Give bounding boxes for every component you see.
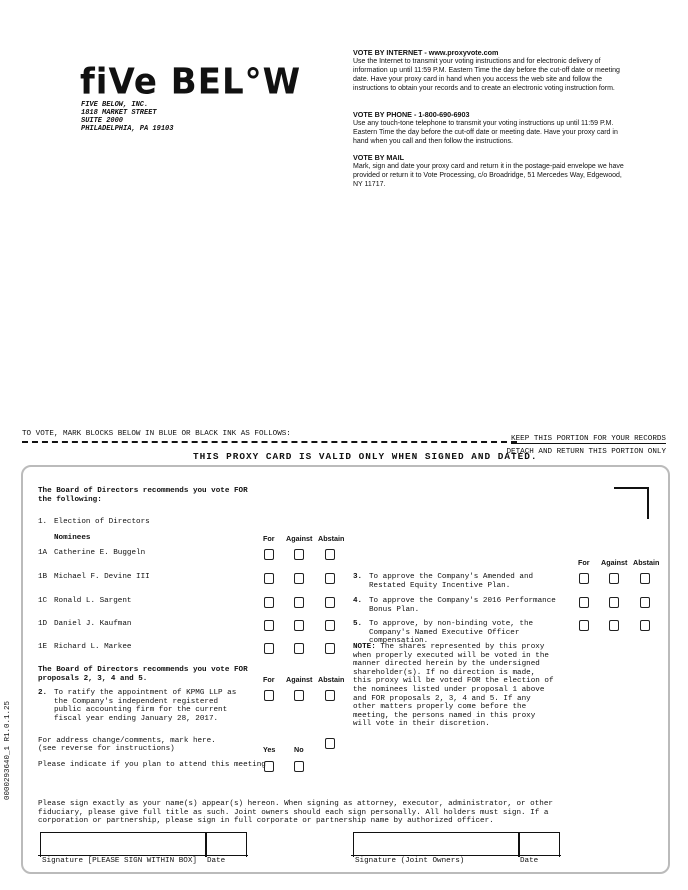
joint-date-label: Date — [520, 857, 539, 865]
col-abstain-header-right: Abstain — [633, 558, 660, 567]
nominee-name: Richard L. Markee — [54, 643, 132, 651]
proposal2-against-checkbox[interactable] — [294, 690, 304, 701]
date-box[interactable] — [206, 832, 247, 857]
joint-signature-label: Signature (Joint Owners) — [355, 857, 465, 865]
nominee-name: Michael F. Devine III — [54, 573, 150, 581]
board-recommendation-2: The Board of Directors recommends you vote FOR proposals 2, 3, 4 and 5. — [38, 666, 248, 683]
proposal5-text: To approve, by non-binding vote, the Company's Named Executive Officer compensation. — [369, 620, 534, 646]
vote-mail-body: Mark, sign and date your proxy card and return it in the postage-paid envelope we have provided or return it to Vote Processing, c/o Broadridge, 51 Mercedes Way, Edgewood, NY 11717. — [353, 163, 624, 188]
date-label: Date — [207, 857, 226, 865]
note-text: The shares represented by this proxy when properly executed will be voted in the manner directed herein by the undersigned shareholder(s). If no direction is made, this proxy will be voted FOR the election of the nominees listed under proposal 1 above and FOR proposals 2, 3, 4 and 5. If any other matters properly come before the meeting, the persons named in this proxy will vote in their discretion. — [353, 643, 554, 729]
col-for-header-right: For — [578, 558, 590, 567]
col-against-header-right: Against — [601, 558, 628, 567]
side-code: 0000293640_1 R1.0.1.25 — [4, 700, 12, 800]
nominee-1c-against-checkbox[interactable] — [294, 597, 304, 608]
nominee-1d-for-checkbox[interactable] — [264, 620, 274, 631]
col-for-header: For — [263, 675, 275, 684]
vote-internet-body: Use the Internet to transmit your voting instructions and for electronic delivery of information up until 11:59 P.M. Eastern Time the day before the cut-off date or meeting date. Have your proxy card in hand when you access the web site and follow the instructions to obtain your records and to create an electronic voting instruction form. — [353, 58, 620, 92]
nominees-header: Nominees — [54, 534, 91, 542]
detach-dashed-line — [22, 441, 517, 443]
company-address — [81, 101, 173, 133]
signature-label: Signature [PLEASE SIGN WITHIN BOX] — [42, 857, 197, 865]
proposal4-against-checkbox[interactable] — [609, 597, 619, 608]
address-line: SUITE 2000 — [81, 117, 124, 125]
vote-internet-heading: VOTE BY INTERNET - www.proxyvote.com — [353, 48, 499, 57]
proposal3-for-checkbox[interactable] — [579, 573, 589, 584]
address-line: FIVE BELOW, INC. — [81, 101, 149, 109]
item1-label: Election of Directors — [54, 518, 150, 526]
nominee-1c-abstain-checkbox[interactable] — [325, 597, 335, 608]
nominee-1a-for-checkbox[interactable] — [264, 549, 274, 560]
address-change-subtext: (see reverse for instructions) — [38, 745, 175, 753]
address-line: PHILADELPHIA, PA 19103 — [81, 125, 174, 133]
joint-signature-box[interactable] — [353, 832, 519, 857]
nominee-1b-abstain-checkbox[interactable] — [325, 573, 335, 584]
board-recommendation-1: The Board of Directors recommends you vote FOR the following: — [38, 487, 248, 504]
proposal2-text: To ratify the appointment of KPMG LLP as the Company's independent registered public accounting firm for the current fiscal year ending January 28, 2017. — [54, 689, 237, 723]
proposal2-number: 2. — [38, 689, 48, 697]
proposal2-for-checkbox[interactable] — [264, 690, 274, 701]
attend-meeting-text: Please indicate if you plan to attend this meeting — [38, 761, 266, 769]
vote-phone-heading: VOTE BY PHONE - 1-800-690-6903 — [353, 110, 470, 119]
nominee-1a-abstain-checkbox[interactable] — [325, 549, 335, 560]
nominee-1b-against-checkbox[interactable] — [294, 573, 304, 584]
vote-by-phone — [353, 110, 625, 146]
nominee-1d-against-checkbox[interactable] — [294, 620, 304, 631]
nominee-1d-abstain-checkbox[interactable] — [325, 620, 335, 631]
signature-box[interactable] — [40, 832, 206, 857]
vote-phone-body: Use any touch-tone telephone to transmit your voting instructions up until 11:59 P.M. Eastern Time the day before the cut-off date or meeting date. Have your proxy card in hand when you call and then follow the instructions. — [353, 120, 618, 145]
proposal3-abstain-checkbox[interactable] — [640, 573, 650, 584]
nominee-name: Catherine E. Buggeln — [54, 549, 146, 557]
mark-blocks-instruction: TO VOTE, MARK BLOCKS BELOW IN BLUE OR BLACK INK AS FOLLOWS: — [22, 430, 291, 438]
joint-signature-line — [351, 855, 561, 856]
nominee-name: Ronald L. Sargent — [54, 597, 132, 605]
proposal4-for-checkbox[interactable] — [579, 597, 589, 608]
proposal5-for-checkbox[interactable] — [579, 620, 589, 631]
signature-line — [38, 855, 248, 856]
nominee-1e-abstain-checkbox[interactable] — [325, 643, 335, 654]
nominee-1e-against-checkbox[interactable] — [294, 643, 304, 654]
proposal4-abstain-checkbox[interactable] — [640, 597, 650, 608]
col-abstain-header: Abstain — [318, 675, 345, 684]
address-change-text: For address change/comments, mark here. — [38, 737, 216, 745]
nominee-1e-for-checkbox[interactable] — [264, 643, 274, 654]
col-no-header: No — [294, 745, 304, 754]
note-label: NOTE: — [353, 643, 376, 651]
proposal3-text: To approve the Company's Amended and Restated Equity Incentive Plan. — [369, 573, 534, 590]
col-against-header: Against — [286, 675, 313, 684]
proposal5-against-checkbox[interactable] — [609, 620, 619, 631]
detach-portion-label: DETACH AND RETURN THIS PORTION ONLY — [506, 448, 666, 456]
vote-by-mail — [353, 153, 625, 189]
nominee-id: 1E — [38, 643, 48, 651]
address-change-checkbox[interactable] — [325, 738, 335, 749]
attend-no-checkbox[interactable] — [294, 761, 304, 772]
company-logo: fiVe BEL°W — [80, 61, 302, 103]
nominee-name: Daniel J. Kaufman — [54, 620, 132, 628]
vote-by-internet — [353, 48, 625, 93]
proposal3-number: 3. — [353, 573, 363, 581]
proposal3-against-checkbox[interactable] — [609, 573, 619, 584]
nominee-1a-against-checkbox[interactable] — [294, 549, 304, 560]
proposal5-abstain-checkbox[interactable] — [640, 620, 650, 631]
proposal5-number: 5. — [353, 620, 363, 628]
address-line: 1818 MARKET STREET — [81, 109, 157, 117]
proxy-note — [353, 643, 558, 729]
nominee-id: 1C — [38, 597, 48, 605]
keep-portion-label: KEEP THIS PORTION FOR YOUR RECORDS — [511, 435, 666, 443]
col-abstain-header: Abstain — [318, 534, 345, 543]
col-against-header: Against — [286, 534, 313, 543]
corner-mark — [614, 487, 649, 519]
col-yes-header: Yes — [263, 745, 276, 754]
nominee-id: 1D — [38, 620, 48, 628]
attend-yes-checkbox[interactable] — [264, 761, 274, 772]
nominee-1b-for-checkbox[interactable] — [264, 573, 274, 584]
nominee-id: 1A — [38, 549, 48, 557]
col-for-header: For — [263, 534, 275, 543]
vote-mail-heading: VOTE BY MAIL — [353, 153, 404, 162]
proposal2-abstain-checkbox[interactable] — [325, 690, 335, 701]
signature-instructions: Please sign exactly as your name(s) appear(s) hereon. When signing as attorney, executor, administrator, or other fiduciary, please give full title as such. Joint owners should each sign personally. All holders must sign. If a corporation or partnership, please sign in full corporate or partnership name by authorized officer. — [38, 800, 553, 826]
nominee-id: 1B — [38, 573, 48, 581]
nominee-1c-for-checkbox[interactable] — [264, 597, 274, 608]
item1-number: 1. — [38, 518, 48, 526]
joint-date-box[interactable] — [519, 832, 560, 857]
proposal4-text: To approve the Company's 2016 Performance Bonus Plan. — [369, 597, 556, 614]
proposal4-number: 4. — [353, 597, 363, 605]
valid-notice: THIS PROXY CARD IS VALID ONLY WHEN SIGNED AND DATED. — [193, 451, 538, 462]
